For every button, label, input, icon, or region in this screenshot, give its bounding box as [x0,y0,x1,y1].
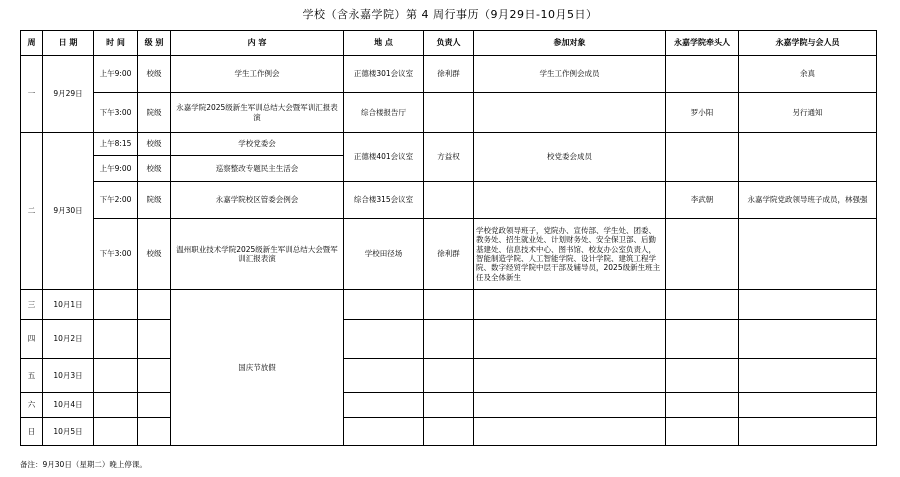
schedule-table [20,30,877,446]
time-cell [94,393,138,418]
date-cell: 9月29日 [43,56,94,133]
date-cell: 10月3日 [43,359,94,393]
table-row [21,133,877,156]
yj-attendees-cell: 另行通知 [739,93,877,133]
level-cell: 校级 [138,219,171,290]
leader-cell: 徐利群 [424,219,474,290]
time-cell: 下午2:00 [94,182,138,219]
participants-cell [474,393,666,418]
yj-leader-cell: 李武朝 [666,182,739,219]
yj-attendees-cell: 余真 [739,56,877,93]
participants-cell [474,320,666,359]
participants-cell: 学校党政领导班子，党院办、宣传部、学生处、团委、教务处、招生就业处、计划财务处、安全保卫部、后勤基建处、信息技术中心、图书馆、校友办公室负责人，智能制造学院、人工智能学院、设计学院、建筑工程学院、数字经贸学院中层干部及辅导员，2025级新生班主任及全体新生 [474,219,666,290]
level-cell [138,393,171,418]
week-cell: 四 [21,320,43,359]
date-cell: 10月2日 [43,320,94,359]
participants-cell [474,359,666,393]
date-cell: 10月1日 [43,290,94,320]
yj-leader-cell: 罗小阳 [666,93,739,133]
leader-cell [424,359,474,393]
participants-cell [474,93,666,133]
leader-cell [424,418,474,446]
yj-leader-cell [666,290,739,320]
week-cell: 日 [21,418,43,446]
header-time: 时 间 [94,31,138,56]
header-yj-attendees: 永嘉学院与会人员 [739,31,877,56]
header-yj-leader: 永嘉学院牵头人 [666,31,739,56]
time-cell [94,320,138,359]
footnote: 备注：9月30日（星期二）晚上停课。 [20,460,147,469]
week-cell: 六 [21,393,43,418]
header-date: 日 期 [43,31,94,56]
location-cell [344,393,424,418]
yj-leader-cell [666,393,739,418]
table-row [21,219,877,290]
location-cell: 正德楼401会议室 [344,133,424,182]
content-cell: 永嘉学院2025级新生军训总结大会暨军训汇报表演 [171,93,344,133]
leader-cell [424,182,474,219]
participants-cell: 学生工作例会成员 [474,56,666,93]
time-cell: 下午3:00 [94,93,138,133]
yj-attendees-cell [739,418,877,446]
leader-cell [424,393,474,418]
header-participants: 参加对象 [474,31,666,56]
leader-cell [424,320,474,359]
time-cell: 上午9:00 [94,156,138,182]
yj-leader-cell [666,56,739,93]
header-location: 地 点 [344,31,424,56]
week-cell: 三 [21,290,43,320]
location-cell: 综合楼报告厅 [344,93,424,133]
yj-attendees-cell [739,133,877,182]
level-cell [138,359,171,393]
yj-attendees-cell [739,219,877,290]
content-cell: 温州职业技术学院2025级新生军训总结大会暨军训汇报表演 [171,219,344,290]
level-cell: 院级 [138,182,171,219]
leader-cell: 徐利群 [424,56,474,93]
table-row [21,320,877,359]
table-row [21,93,877,133]
date-cell: 10月5日 [43,418,94,446]
yj-attendees-cell: 永嘉学院党政领导班子成员，林强强 [739,182,877,219]
yj-attendees-cell [739,393,877,418]
leader-cell: 方益权 [424,133,474,182]
week-cell: 二 [21,133,43,290]
content-cell: 学校党委会 [171,133,344,156]
time-cell [94,359,138,393]
header-row [21,31,877,56]
table-row [21,290,877,320]
header-week: 周 [21,31,43,56]
yj-attendees-cell [739,290,877,320]
location-cell [344,359,424,393]
table-row [21,393,877,418]
level-cell: 校级 [138,133,171,156]
header-level: 级 别 [138,31,171,56]
yj-attendees-cell [739,359,877,393]
header-content: 内 容 [171,31,344,56]
location-cell [344,320,424,359]
header-leader: 负责人 [424,31,474,56]
location-cell [344,418,424,446]
content-cell: 永嘉学院校区管委会例会 [171,182,344,219]
location-cell: 正德楼301会议室 [344,56,424,93]
time-cell: 上午9:00 [94,56,138,93]
level-cell: 院级 [138,93,171,133]
yj-leader-cell [666,320,739,359]
level-cell [138,418,171,446]
date-cell: 9月30日 [43,133,94,290]
level-cell: 校级 [138,56,171,93]
yj-leader-cell [666,418,739,446]
time-cell [94,290,138,320]
level-cell [138,290,171,320]
yj-leader-cell [666,219,739,290]
leader-cell [424,93,474,133]
yj-attendees-cell [739,320,877,359]
participants-cell: 校党委会成员 [474,133,666,182]
location-cell: 综合楼315会议室 [344,182,424,219]
time-cell [94,418,138,446]
holiday-cell: 国庆节放假 [171,290,344,446]
leader-cell [424,290,474,320]
week-cell: 一 [21,56,43,133]
table-row [21,418,877,446]
time-cell: 下午3:00 [94,219,138,290]
time-cell: 上午8:15 [94,133,138,156]
location-cell [344,290,424,320]
page-title: 学校（含永嘉学院）第 4 周行事历（9月29日-10月5日） [302,8,598,21]
content-cell: 学生工作例会 [171,56,344,93]
participants-cell [474,182,666,219]
table-row [21,56,877,93]
week-cell: 五 [21,359,43,393]
participants-cell [474,418,666,446]
yj-leader-cell [666,359,739,393]
level-cell [138,320,171,359]
date-cell: 10月4日 [43,393,94,418]
table-row [21,359,877,393]
location-cell: 学校田径场 [344,219,424,290]
content-cell: 巡察整改专题民主生活会 [171,156,344,182]
yj-leader-cell [666,133,739,182]
participants-cell [474,290,666,320]
table-row [21,182,877,219]
level-cell: 校级 [138,156,171,182]
